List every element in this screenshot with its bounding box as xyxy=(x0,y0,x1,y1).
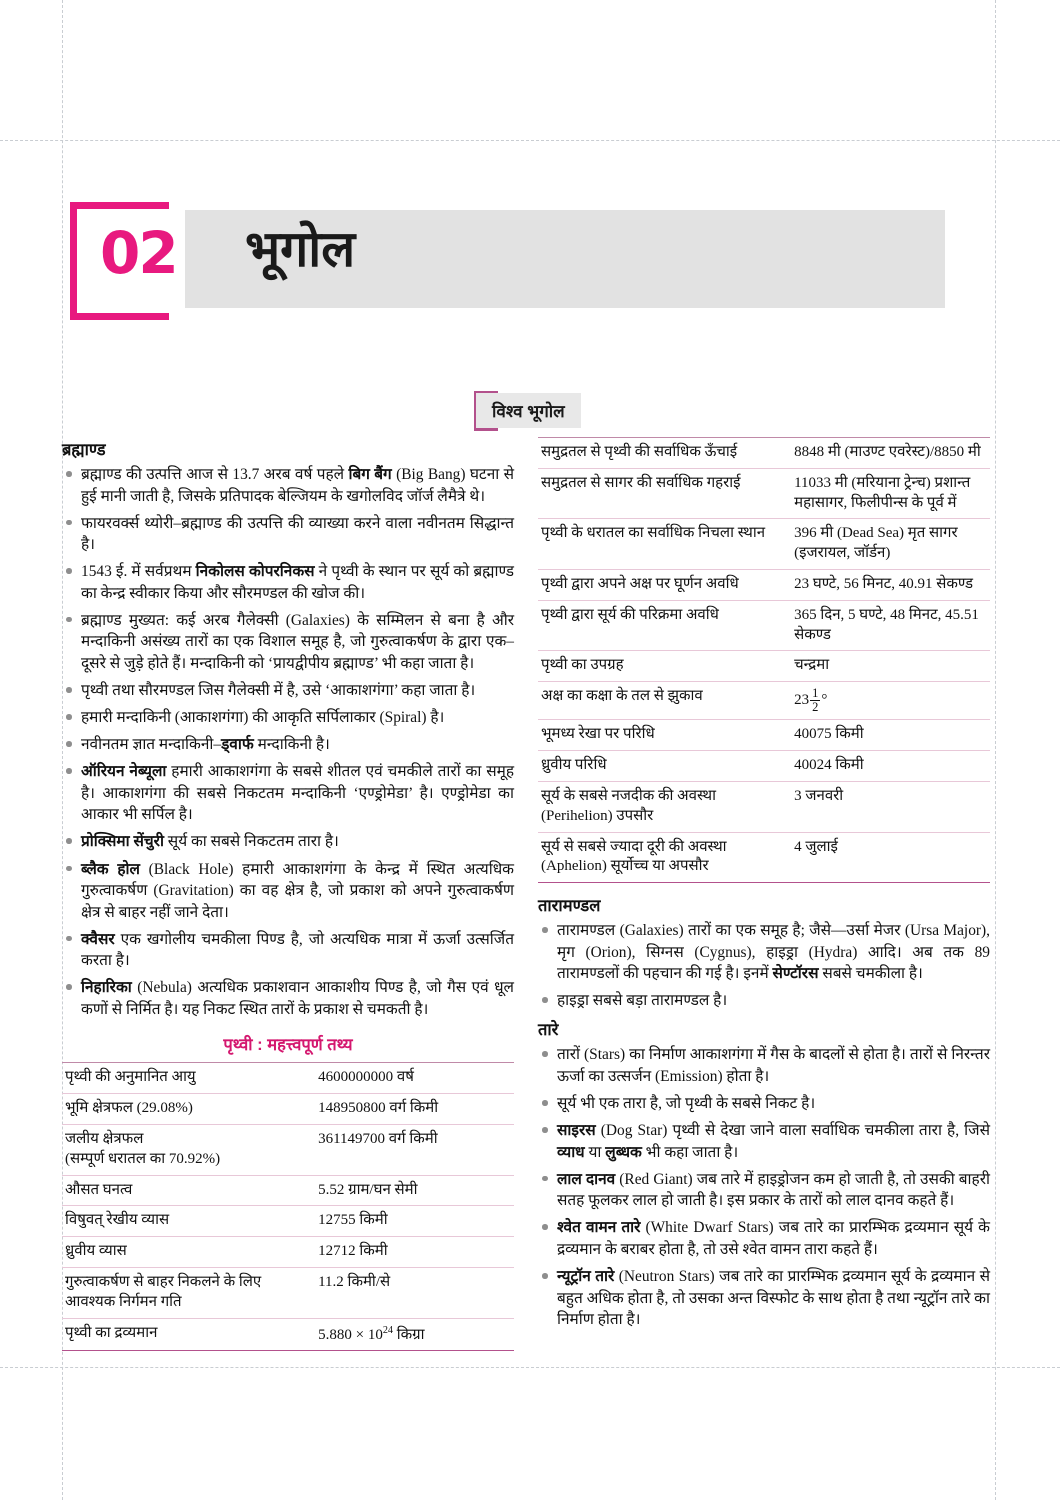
chapter-title: भूगोल xyxy=(245,221,356,277)
table-cell-value: 23 $\frac{1}{2}$ ° xyxy=(791,682,990,720)
list-item: ऑरियन नेब्यूला हमारी आकाशगंगा के सबसे शीतल एवं चमकीले तारों का समूह है। आकाशगंगा की सबसे निकटतम मन्दाकिनी ‘एण्ड्रोमेडा’ है। एण्ड्रोमेडा का आकार भी सर्पिल है। xyxy=(62,761,514,826)
table-cell-key: समुद्रतल से सागर की सर्वाधिक गहराई xyxy=(538,468,791,519)
chapter-number: 02 xyxy=(100,219,177,287)
table-cell-key: ध्रुवीय परिधि xyxy=(538,751,791,782)
table-row xyxy=(538,832,990,883)
table-cell-value: 8848 मी (माउण्ट एवरेस्ट)/8850 मी xyxy=(791,438,990,469)
table-cell-value: 11.2 किमी/से xyxy=(315,1268,514,1319)
list-item: निहारिका (Nebula) अत्यधिक प्रकाशवान आकाशीय पिण्ड है, जो गैस एवं धूल कणों से निर्मित है। यह निकट स्थित तारों के प्रकाश से चमकती है। xyxy=(62,977,514,1020)
table-cell-key: जलीय क्षेत्रफल (सम्पूर्ण धरातल का 70.92%) xyxy=(62,1125,315,1176)
page-content xyxy=(62,140,995,1367)
list-item: तारामण्डल (Galaxies) तारों का एक समूह है; जैसे—उर्सा मेजर (Ursa Major), मृग (Orion), सिग्नस (Cygnus), हाइड्रा (Hydra) आदि। अब तक 89 तारामण्डलों की पहचान की गई है। इनमें सेण्टॉरस सबसे चमकीला है। xyxy=(538,920,990,985)
table-cell-value: 5.52 ग्राम/घन सेमी xyxy=(315,1175,514,1206)
table-cell-value: चन्द्रमा xyxy=(791,651,990,682)
list-item: हाइड्रा सबसे बड़ा तारामण्डल है। xyxy=(538,990,990,1012)
table-row xyxy=(538,651,990,682)
heading-tare: तारे xyxy=(538,1021,559,1040)
list-item: नवीनतम ज्ञात मन्दाकिनी–ड्वार्फ मन्दाकिनी है। xyxy=(62,734,514,756)
cropmark-vertical-right xyxy=(995,0,996,1500)
table-row xyxy=(538,751,990,782)
tare-bullet-list xyxy=(538,1044,990,1330)
table-cell-value: 361149700 वर्ग किमी xyxy=(315,1125,514,1176)
earth-measurements-table xyxy=(538,437,990,883)
list-item: श्वेत वामन तारे (White Dwarf Stars) जब तारे का प्रारम्भिक द्रव्यमान सूर्य के द्रव्यमान के बराबर होता है, तो उसे श्वेत वामन तारा कहते हैं। xyxy=(538,1217,990,1260)
table-cell-key: पृथ्वी द्वारा सूर्य की परिक्रमा अवधि xyxy=(538,600,791,651)
table-cell-key: समुद्रतल से पृथ्वी की सर्वाधिक ऊँचाई xyxy=(538,438,791,469)
table-cell-key: पृथ्वी का द्रव्यमान xyxy=(62,1318,315,1351)
table-cell-key: औसत घनत्व xyxy=(62,1175,315,1206)
list-item: ब्लैक होल (Black Hole) हमारी आकाशगंगा के केन्द्र में स्थित अत्यधिक गुरुत्वाकर्षण (Gravitation) का वह क्षेत्र है, जो प्रकाश को अपने गुरुत्वाकर्षण क्षेत्र से बाहर नहीं जाने देता। xyxy=(62,859,514,924)
table-row xyxy=(62,1125,514,1176)
table-cell-key: पृथ्वी के धरातल का सर्वाधिक निचला स्थान xyxy=(538,519,791,570)
brahmand-bullet-list xyxy=(62,464,514,1020)
heading-taramandal: तारामण्डल xyxy=(538,897,601,916)
table-cell-key: विषुवत् रेखीय व्यास xyxy=(62,1206,315,1237)
taramandal-bullet-list xyxy=(538,920,990,1012)
table-row xyxy=(62,1063,514,1094)
table-cell-key: पृथ्वी का उपग्रह xyxy=(538,651,791,682)
table-row xyxy=(62,1318,514,1351)
table-cell-value: 12712 किमी xyxy=(315,1237,514,1268)
section-tag: विश्व भूगोल xyxy=(474,393,581,428)
table-cell-key: भूमि क्षेत्रफल (29.08%) xyxy=(62,1094,315,1125)
table-cell-key: पृथ्वी द्वारा अपने अक्ष पर घूर्णन अवधि xyxy=(538,569,791,600)
table-row xyxy=(538,519,990,570)
left-column xyxy=(62,437,514,1351)
table-cell-value: 396 मी (Dead Sea) मृत सागर (इजरायल, जॉर्डन) xyxy=(791,519,990,570)
table-cell-value: 23 घण्टे, 56 मिनट, 40.91 सेकण्ड xyxy=(791,569,990,600)
table-cell-value: $5.880 \times 10^{24}$ किग्रा xyxy=(315,1318,514,1351)
earth-facts-table-title: पृथ्वी : महत्त्वपूर्ण तथ्य xyxy=(223,1036,353,1055)
list-item: सूर्य भी एक तारा है, जो पृथ्वी के सबसे निकट है। xyxy=(538,1093,990,1115)
right-column xyxy=(538,437,990,1336)
list-item: तारों (Stars) का निर्माण आकाशगंगा में गैस के बादलों से होता है। तारों से निरन्तर ऊर्जा का उत्सर्जन (Emission) होता है। xyxy=(538,1044,990,1087)
table-row xyxy=(538,569,990,600)
table-cell-key: सूर्य के सबसे नजदीक की अवस्था (Perihelion) उपसौर xyxy=(538,782,791,833)
section-tag-wrapper xyxy=(474,393,581,429)
list-item: हमारी मन्दाकिनी (आकाशगंगा) की आकृति सर्पिलाकार (Spiral) है। xyxy=(62,707,514,729)
table-cell-value: 40024 किमी xyxy=(791,751,990,782)
list-item: ब्रह्माण्ड की उत्पत्ति आज से 13.7 अरब वर्ष पहले बिग बैंग (Big Bang) घटना से हुई मानी जाती है, जिसके प्रतिपादक बेल्जियम के खगोलविद जॉर्ज लैमैत्रे थे। xyxy=(62,464,514,507)
table-cell-value: 148950800 वर्ग किमी xyxy=(315,1094,514,1125)
table-cell-key: ध्रुवीय व्यास xyxy=(62,1237,315,1268)
table-cell-value: 365 दिन, 5 घण्टे, 48 मिनट, 45.51 सेकण्ड xyxy=(791,600,990,651)
list-item: साइरस (Dog Star) पृथ्वी से देखा जाने वाला सर्वाधिक चमकीला तारा है, जिसे व्याध या लुब्धक भी कहा जाता है। xyxy=(538,1120,990,1163)
table-cell-value: 40075 किमी xyxy=(791,720,990,751)
cropmark-horizontal-bottom xyxy=(0,1367,1060,1368)
list-item: 1543 ई. में सर्वप्रथम निकोलस कोपरनिकस ने पृथ्वी के स्थान पर सूर्य को ब्रह्माण्ड का केन्द्र स्वीकार किया और सौरमण्डल की खोज की। xyxy=(62,561,514,604)
list-item: प्रोक्सिमा सेंचुरी सूर्य का सबसे निकटतम तारा है। xyxy=(62,831,514,853)
table-cell-key: गुरुत्वाकर्षण से बाहर निकलने के लिए आवश्यक निर्गमन गति xyxy=(62,1268,315,1319)
list-item: न्यूट्रॉन तारे (Neutron Stars) जब तारे का प्रारम्भिक द्रव्यमान सूर्य के द्रव्यमान से बहुत अधिक होता है, तो उसका अन्त विस्फोट के साथ होता है तथा न्यूट्रॉन तारे का निर्माण होता है। xyxy=(538,1266,990,1331)
table-row xyxy=(62,1268,514,1319)
table-cell-value: 11033 मी (मरियाना ट्रेन्च) प्रशान्त महासागर, फिलीपीन्स के पूर्व में xyxy=(791,468,990,519)
list-item: ब्रह्माण्ड मुख्यत: कई अरब गैलेक्सी (Galaxies) के सम्मिलन से बना है और मन्दाकिनी असंख्य तारों का एक विशाल समूह है, जो गुरुत्वाकर्षण के द्वारा एक–दूसरे से जुड़े होते हैं। मन्दाकिनी को ‘प्रायद्वीपीय ब्रह्माण्ड’ भी कहा जाता है। xyxy=(62,610,514,675)
list-item: पृथ्वी तथा सौरमण्डल जिस गैलेक्सी में है, उसे ‘आकाशगंगा’ कहा जाता है। xyxy=(62,680,514,702)
list-item: लाल दानव (Red Giant) जब तारे में हाइड्रोजन कम हो जाती है, तो उसकी बाहरी सतह फूलकर लाल हो जाती है। इस प्रकार के तारों को लाल दानव कहते हैं। xyxy=(538,1169,990,1212)
table-cell-key: सूर्य से सबसे ज्यादा दूरी की अवस्था (Aphelion) सूर्योच्च या अपसौर xyxy=(538,832,791,883)
list-item: फायरवर्क्स थ्योरी–ब्रह्माण्ड की उत्पत्ति की व्याख्या करने वाला नवीनतम सिद्धान्त है। xyxy=(62,513,514,556)
table-cell-value: 12755 किमी xyxy=(315,1206,514,1237)
heading-brahmand: ब्रह्माण्ड xyxy=(62,441,106,459)
table-row xyxy=(538,600,990,651)
table-cell-key: पृथ्वी की अनुमानित आयु xyxy=(62,1063,315,1094)
table-row xyxy=(62,1206,514,1237)
table-row xyxy=(62,1175,514,1206)
table-row xyxy=(62,1237,514,1268)
table-row xyxy=(538,720,990,751)
table-cell-value: 4 जुलाई xyxy=(791,832,990,883)
table-cell-key: अक्ष का कक्षा के तल से झुकाव xyxy=(538,682,791,720)
table-cell-value: 4600000000 वर्ष xyxy=(315,1063,514,1094)
earth-facts-table xyxy=(62,1062,514,1351)
table-row xyxy=(62,1094,514,1125)
table-row xyxy=(538,468,990,519)
table-row xyxy=(538,682,990,720)
table-row xyxy=(538,782,990,833)
list-item: क्वैसर एक खगोलीय चमकीला पिण्ड है, जो अत्यधिक मात्रा में ऊर्जा उत्सर्जित करता है। xyxy=(62,929,514,972)
table-cell-value: 3 जनवरी xyxy=(791,782,990,833)
table-cell-key: भूमध्य रेखा पर परिधि xyxy=(538,720,791,751)
chapter-header xyxy=(70,202,950,320)
table-row xyxy=(538,438,990,469)
